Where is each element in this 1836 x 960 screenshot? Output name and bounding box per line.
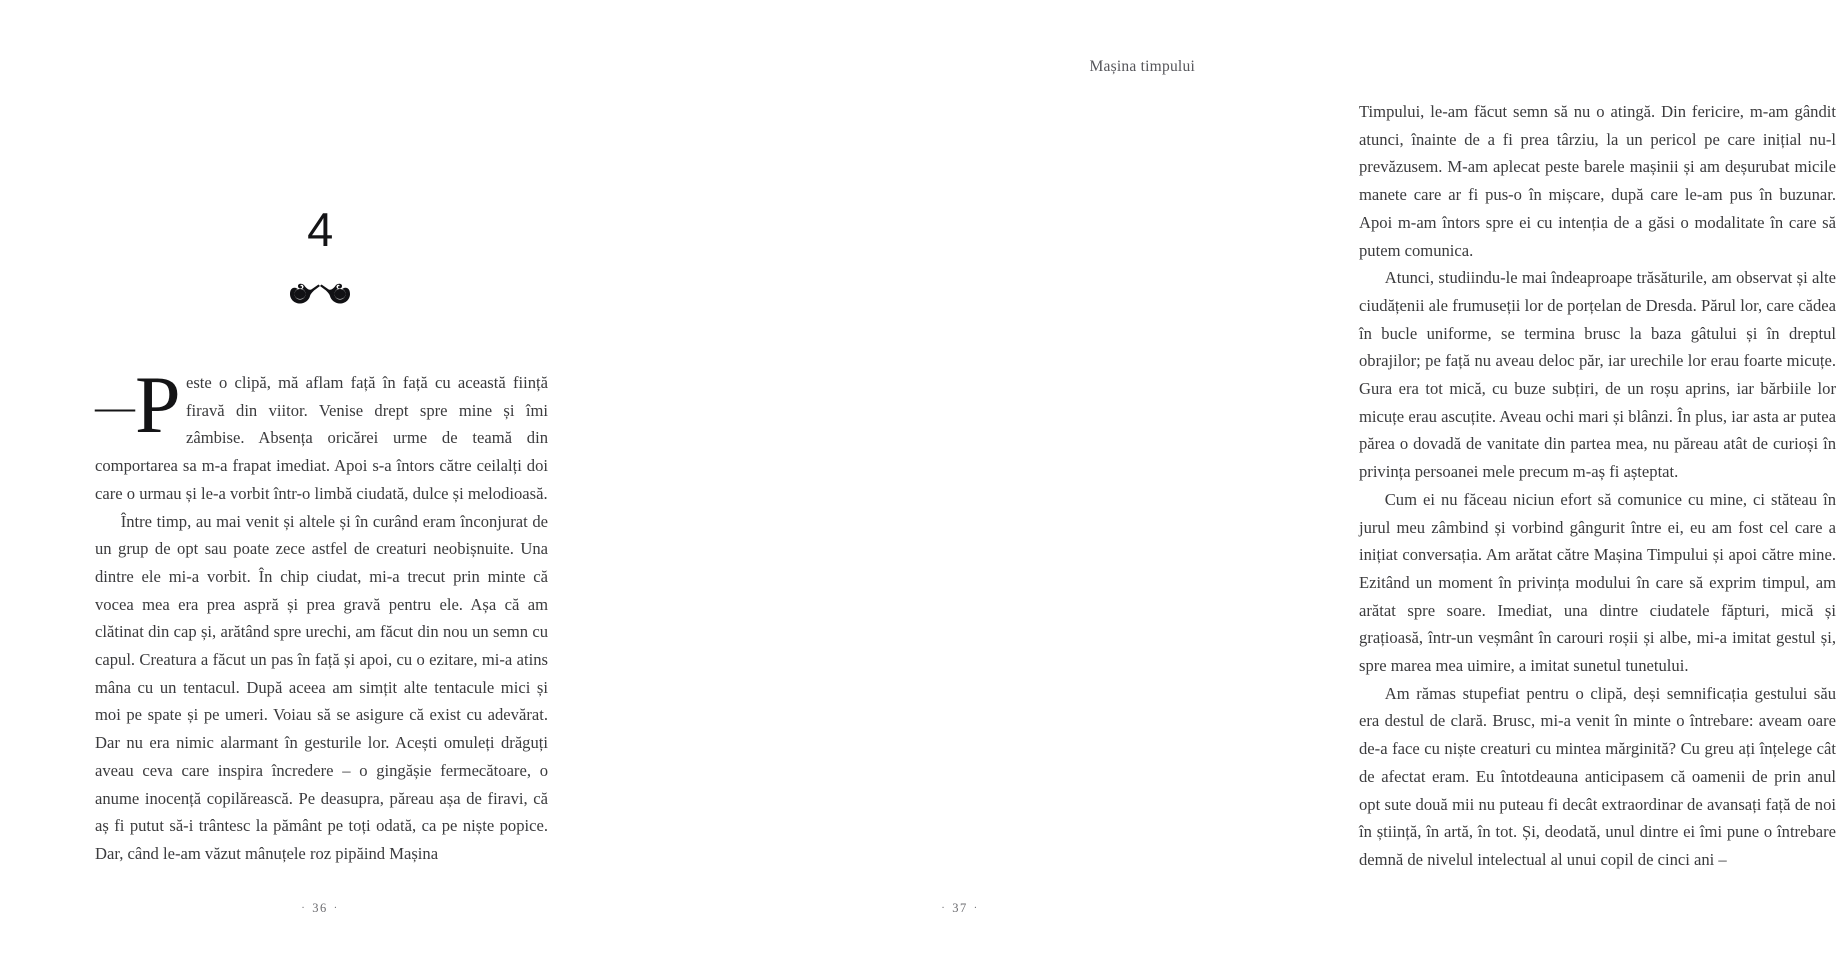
chapter-number: 4	[307, 203, 333, 256]
folio-left	[0, 901, 640, 916]
left-page	[0, 0, 640, 960]
fleuron-ornament	[0, 277, 640, 311]
drop-cap-letter: P	[135, 359, 179, 450]
running-head: Mașina timpului	[1089, 58, 1195, 75]
body-paragraph: Timpului, le-am făcut semn să nu o atingă. Din fericire, m-am gândit atunci, înainte de a fi prea târziu, la un pericol pe care inițial nu-l prevăzusem. M-am aplecat peste barele mașinii și am deșurubat micile manete care ar fi pus-o în mișcare, după care le-am pus în buzunar. Apoi m-am întors spre ei cu intenția de a găsi o modalitate în care să putem comunica.	[1359, 102, 1836, 260]
lead-paragraph: este o clipă, mă aflam față în față cu această ființă firavă din viitor. Venise drept spre mine și îmi zâmbise. Absența oricărei urme de teamă din comportarea sa m-a frapat imediat. Apoi s-a întors către ceilalți doi care o urmau și le-a vorbit într-o limbă ciudată, dulce și melodioasă.	[95, 373, 548, 503]
body-paragraph: Între timp, au mai venit și altele și în curând eram înconjurat de un grup de opt sau poate zece astfel de creaturi neobișnuite. Una dintre ele mi-a vorbit. În chip ciudat, mi-a trecut prin minte că vocea mea era prea aspră și prea gravă pentru ele. Așa că am clătinat din cap și, arătând spre urechi, am făcut din nou un semn cu capul. Creatura a făcut un pas în față și apoi, cu o ezitare, mi-a atins mâna cu un tentacul. După aceea am simțit alte tentacule mici și moi pe spate și pe umeri. Voiau să se asigure că exist cu adevărat. Dar nu era nimic alarmant în gesturile lor. Acești omuleți drăguți aveau ceva care inspira încredere – o gingășie fermecătoare, o anume inocență copilărească. Pe deasupra, păreau așa de firavi, că aș fi putut să-i trântesc la pământ pe toți odată, ca pe niște popice. Dar, când le-am văzut mânuțele roz pipăind Mașina	[95, 511, 548, 863]
chapter-opener	[0, 203, 640, 311]
page-number: 37	[952, 901, 968, 915]
drop-cap	[95, 359, 179, 450]
dropcap-wrap	[95, 359, 186, 450]
body-paragraph: Atunci, studiindu-le mai îndeaproape trăsăturile, am observat și alte ciudățenii ale frumuseții lor de porțelan de Dresda. Părul lor, care cădea în bucle uniforme, se termina brusc la baza gâtului și în dreptul obrajilor; pe față nu aveau deloc păr, iar urechile lor erau foarte micuțe. Gura era tot mică, cu buze subțiri, de un roșu aprins, iar bărbiile lor micuțe erau ascuțite. Aveau ochi mari și blânzi. În plus, iar asta ar putea părea o dovadă de vanitate din partea mea, nu păreau atât de curioși în privința persoanei mele precum m-aș fi așteptat.	[1359, 268, 1836, 482]
folio-right	[640, 901, 1280, 916]
opening-paragraph	[95, 359, 548, 508]
right-page	[640, 0, 1836, 960]
left-column-text	[95, 359, 548, 868]
em-dash: —	[95, 384, 135, 429]
right-column-text	[1359, 98, 1836, 874]
folio-dot-right: ·	[973, 902, 979, 914]
folio-dot-left: ·	[941, 902, 947, 914]
page-number: 36	[312, 901, 328, 915]
body-paragraph: Cum ei nu făceau niciun efort să comunice cu mine, ci stăteau în jurul meu zâmbind și vorbind gângurit între ei, eu am fost cel care a inițiat conversația. Am arătat către Mașina Timpului și apoi către mine. Ezitând un moment în privința modului în care să exprim timpul, am arătat spre soare. Imediat, una dintre ciudatele făpturi, mică și grațioasă, într-un veșmânt în carouri roșii și albe, mi-a imitat gestul și, spre marea mea uimire, a imitat sunetul tunetului.	[1359, 489, 1836, 676]
folio-dot-left: ·	[301, 902, 307, 914]
folio-dot-right: ·	[333, 902, 339, 914]
body-paragraph: Am rămas stupefiat pentru o clipă, deși semnificația gestului său era destul de clară. Brusc, mi-a venit în minte o întrebare: aveam oare de-a face cu niște creaturi cu mintea mărginită? Cu greu ați înțelege cât de afectat eram. Eu întotdeauna anticipasem că oamenii de prin anul opt sute două mii nu puteau fi decât extraordinar de avansați față de noi în știință, în artă, în tot. Și, deodată, unul dintre ei îmi pune o întrebare demnă de nivelul intelectual al unui copil de cinci ani –	[1359, 683, 1836, 869]
